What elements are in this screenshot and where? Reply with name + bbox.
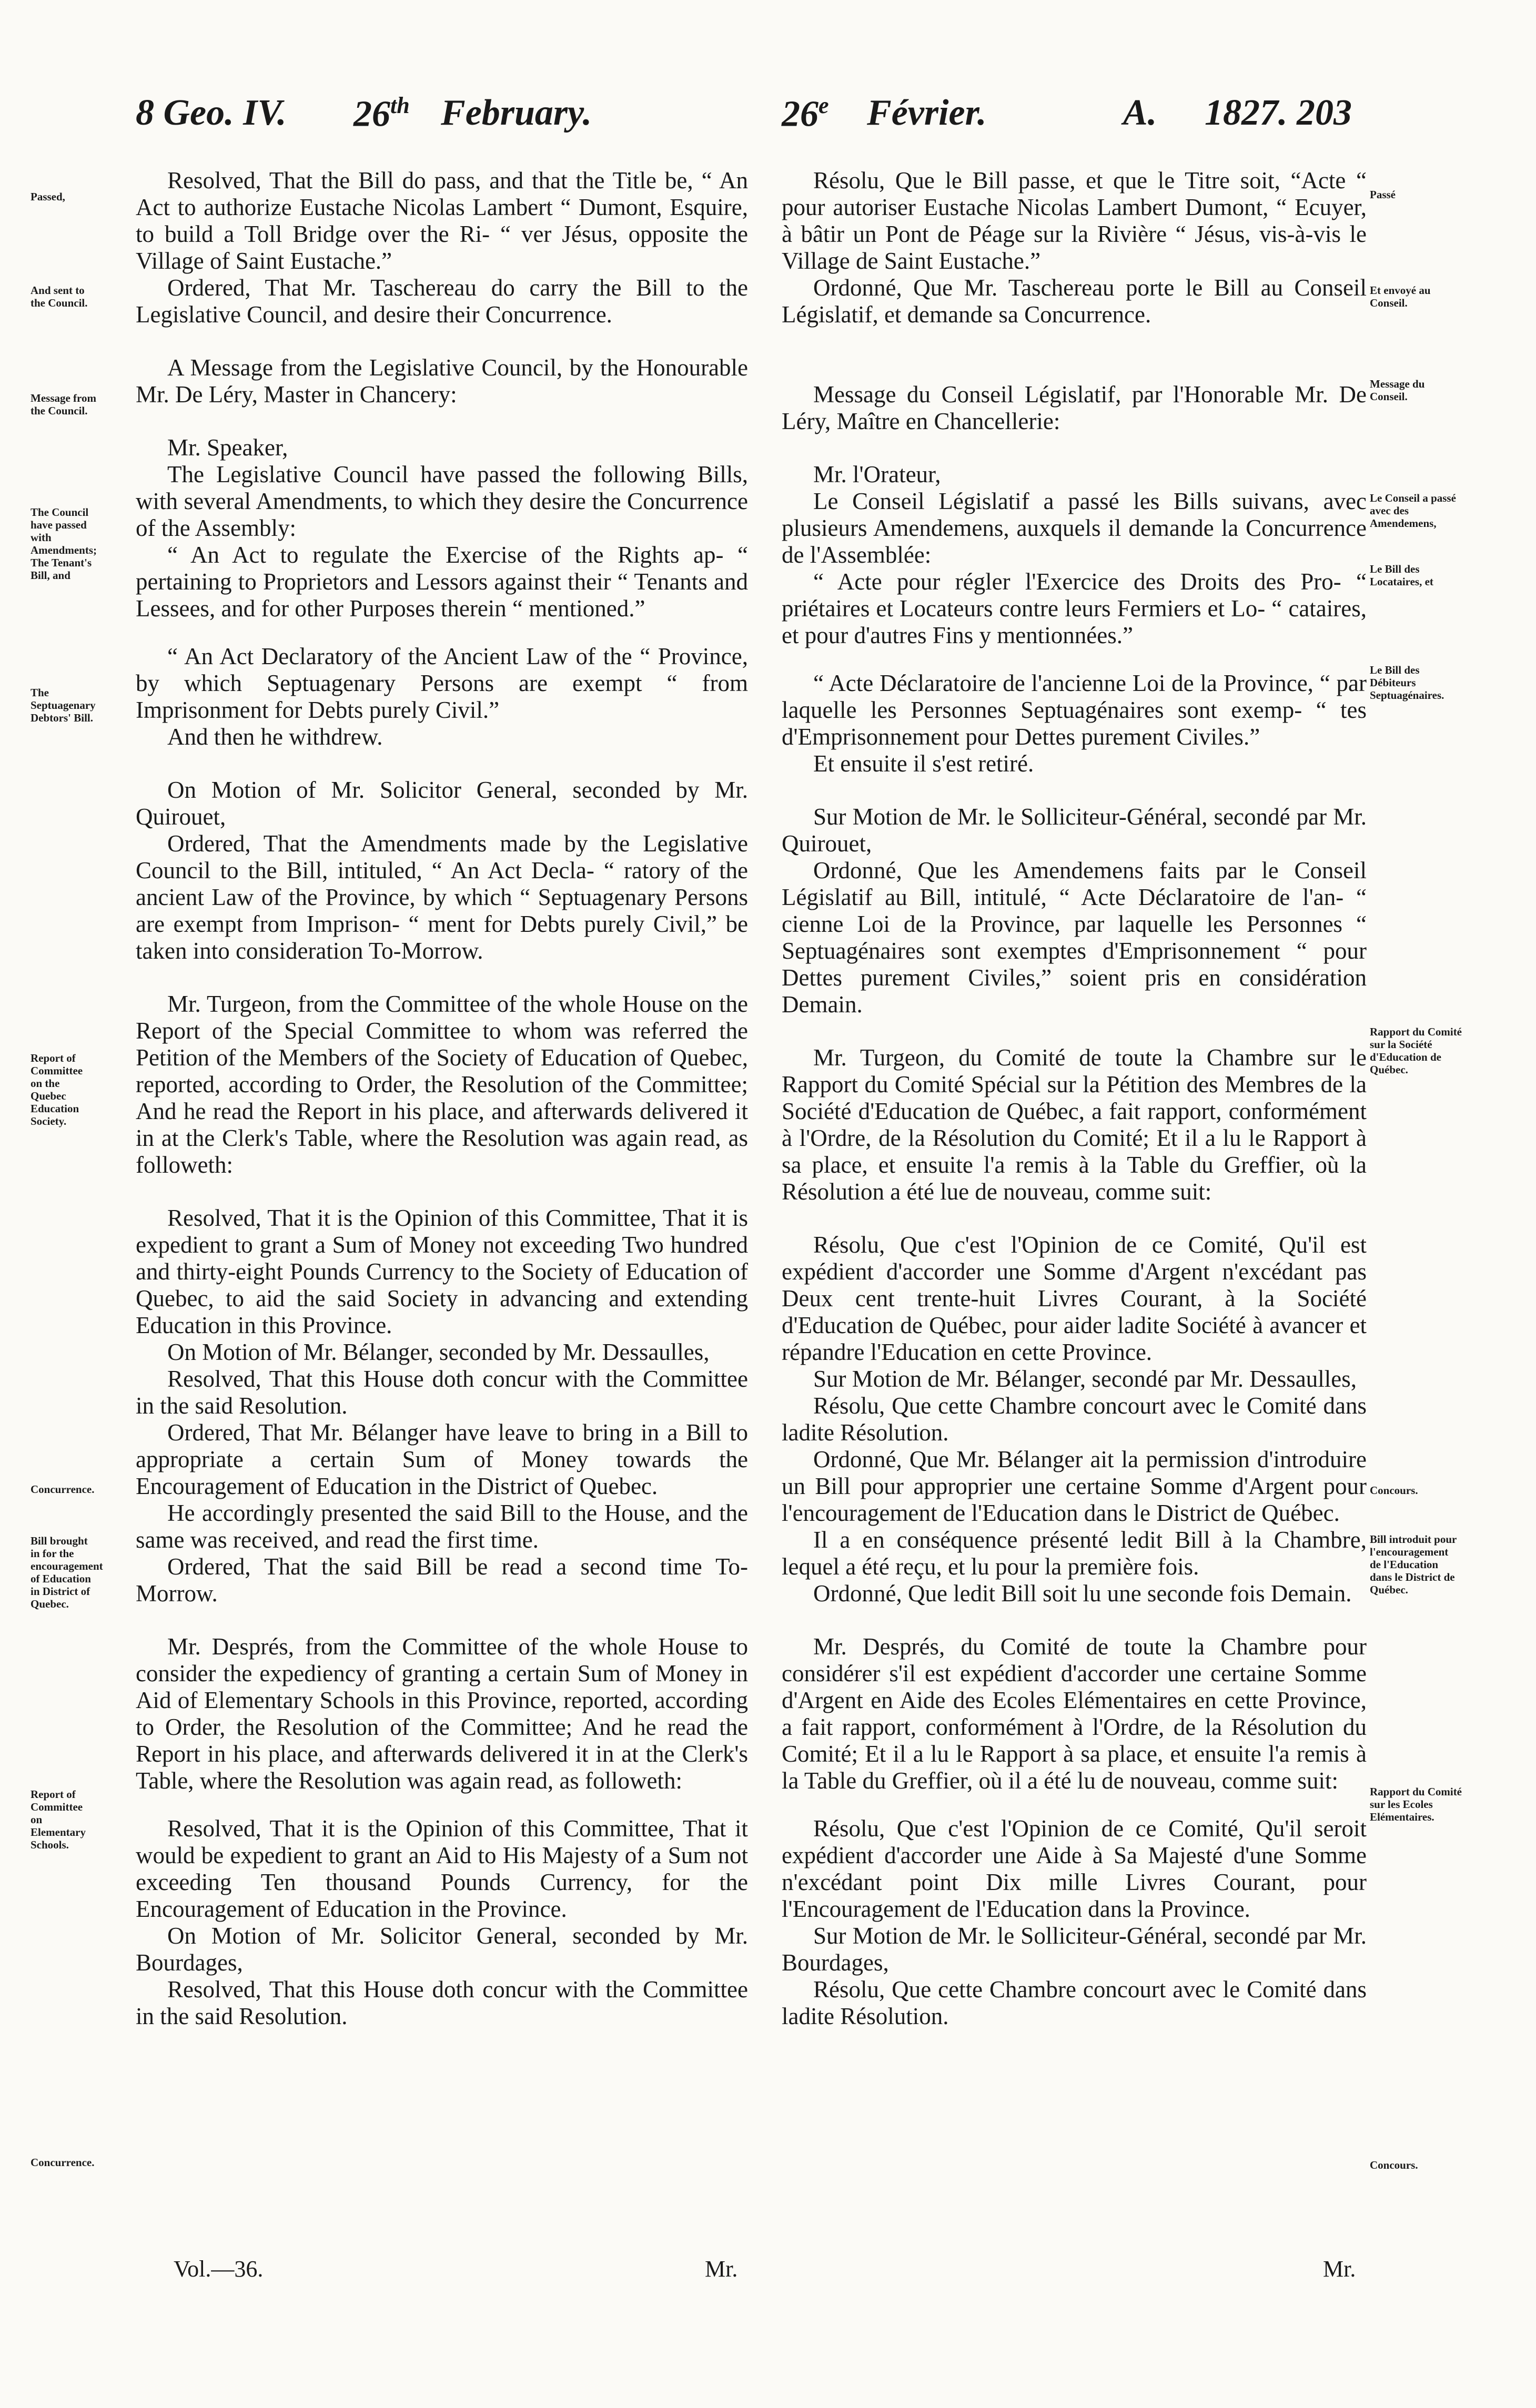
en-p7: “ An Act Declaratory of the Ancient Law of the “ Province, by which Septuagenary Persons are exempt “ from Imprisonment for Debts purely Civil.” — [136, 643, 748, 723]
header-left-date — [353, 92, 410, 135]
footer-catchword-right: Mr. — [1323, 2256, 1356, 2282]
en-p11: Mr. Turgeon, from the Committee of the whole House on the Report of the Special Committee to whom was referred the Petition of the Members of the Society of Education of Quebec, reported, according to Order, the Resolution of the Committee; And he read the Report in his place, and afterwards delivered it in at the Clerk's Table, where the Resolution was again read, as followeth: — [136, 991, 748, 1178]
fr-p8: Et ensuite il s'est retiré. — [813, 750, 1034, 777]
fr-p13: Sur Motion de Mr. Bélanger, secondé par Mr. Dessaulles, — [813, 1366, 1357, 1392]
en-p1: Resolved, That the Bill do pass, and that the Title be, “ An Act to authorize Eustache Nicolas Lambert “ Dumont, Esquire, to build a Toll Bridge over the Ri- “ ver Jésus, opposite the Village of Saint Eustache.” — [136, 167, 748, 274]
header-left-day-suffix: th — [390, 93, 410, 118]
margin-right-conseil-amendemens: Le Conseil a passé avec des Amendemens, — [1370, 492, 1456, 530]
margin-left-bill-brought-in: Bill brought in for the encouragement of Education in District of Quebec. — [31, 1535, 103, 1610]
en-p8: And then he withdrew. — [167, 724, 383, 750]
fr-p12: Résolu, Que c'est l'Opinion de ce Comité, Qu'il est expédient d'accorder une Somme d'Argent n'excédant pas Deux cent trente-huit Livres Courant, à la Société d'Education de Québec, pour aider ladite Société à avancer et répandre l'Education en cette Province. — [782, 1232, 1367, 1365]
margin-right-bill-debiteurs: Le Bill des Débiteurs Septuagénaires. — [1370, 664, 1444, 702]
fr-p17: Ordonné, Que ledit Bill soit lu une seconde fois Demain. — [813, 1580, 1352, 1607]
margin-left-report-elementary-schools: Report of Committee on Elementary Schools. — [31, 1788, 86, 1851]
en-p16: He accordingly presented the said Bill to the House, and the same was received, and read the first time. — [136, 1500, 748, 1553]
header-left-day: 26 — [353, 94, 390, 135]
fr-p6: “ Acte pour régler l'Exercice des Droits des Pro- “ priétaires et Locateurs contre leurs Fermiers et Lo- “ cataires, et pour d'autres Fins y mentionnées.” — [782, 568, 1367, 648]
margin-right-bill-locataires: Le Bill des Locataires, et — [1370, 563, 1433, 588]
en-p12: Resolved, That it is the Opinion of this Committee, That it is expedient to grant a Sum of Money not exceeding Two hundred and thirty-eight Pounds Currency to the Society of Education of Quebec, to aid the said Society in advancing and extending Education in this Province. — [136, 1205, 748, 1338]
en-p2: Ordered, That Mr. Taschereau do carry the Bill to the Legislative Council, and desire their Concurrence. — [136, 275, 748, 328]
margin-right-passe: Passé — [1370, 188, 1396, 201]
header-right-day: 26 — [782, 94, 818, 135]
fr-p20: Sur Motion de Mr. le Solliciteur-Général, secondé par Mr. Bourdages, — [782, 1923, 1367, 1976]
en-p21: Resolved, That this House doth concur with the Committee in the said Resolution. — [136, 1976, 748, 2029]
margin-left-report-education-society: Report of Committee on the Quebec Education Society. — [31, 1052, 83, 1127]
fr-p2: Ordonné, Que Mr. Taschereau porte le Bill au Conseil Législatif, et demande sa Concurrence. — [782, 275, 1367, 328]
en-p9: On Motion of Mr. Solicitor General, seconded by Mr. Quirouet, — [136, 777, 748, 830]
header-right-day-suffix: e — [818, 93, 829, 118]
fr-p18: Mr. Després, du Comité de toute la Chambre pour considérer s'il est expédient d'accorder une certaine Somme d'Argent en Aide des Ecoles Elémentaires en cette Province, a fait rapport, conformément à l'Ordre, de la Résolution du Comité; Et il a lu le Rapport à sa place, et ensuite l'a remis à la Table du Greffier, où il a été lu de nouveau, comme suit: — [782, 1633, 1367, 1794]
margin-left-council-amendments: The Council have passed with Amendments; The Tenant's Bill, and — [31, 506, 97, 582]
margin-right-envoye: Et envoyé au Conseil. — [1370, 284, 1431, 309]
margin-left-concurrence-1: Concurrence. — [31, 1483, 95, 1496]
fr-p7: “ Acte Déclaratoire de l'ancienne Loi de la Province, “ par laquelle les Personnes Septuagénaires sont exemp- “ tes d'Emprisonnement pour Dettes purement Civiles.” — [782, 670, 1367, 750]
margin-right-rapport-societe: Rapport du Comité sur la Société d'Education de Québec. — [1370, 1025, 1462, 1076]
margin-left-message: Message from the Council. — [31, 392, 96, 417]
fr-p19: Résolu, Que c'est l'Opinion de ce Comité, Qu'il seroit expédient d'accorder une Aide à Sa Majesté d'une Somme n'excédant point Dix mille Livres Courant, pour l'Encouragement de l'Education dans la Province. — [782, 1815, 1367, 1922]
margin-left-concurrence-2: Concurrence. — [31, 2156, 95, 2169]
header-right-date — [782, 92, 829, 135]
margin-right-rapport-ecoles: Rapport du Comité sur les Ecoles Elémentaires. — [1370, 1785, 1462, 1823]
footer-catchword-left: Mr. — [705, 2256, 738, 2282]
en-p18: Mr. Després, from the Committee of the whole House to consider the expediency of granting a certain Sum of Money in Aid of Elementary Schools in this Province, reported, according to Order, the Resolution of the Committee; And he read the Report in his place, and afterwards delivered it in at the Clerk's Table, where the Resolution was again read, as followeth: — [136, 1633, 748, 1794]
margin-right-concours-1: Concours. — [1370, 1484, 1418, 1497]
margin-right-bill-introduit: Bill introduit pour l'encouragement de l'Education dans le District de Québec. — [1370, 1533, 1457, 1596]
header-left-month: February. — [441, 93, 592, 133]
en-p15: Ordered, That Mr. Bélanger have leave to bring in a Bill to appropriate a certain Sum of Money towards the Encouragement of Education in the District of Quebec. — [136, 1419, 748, 1499]
en-p6: “ An Act to regulate the Exercise of the Rights ap- “ pertaining to Proprietors and Lessors against their “ Tenants and Lessees, and for other Purposes therein “ mentioned.” — [136, 542, 748, 622]
fr-p4: Mr. l'Orateur, — [813, 461, 941, 487]
fr-p1: Résolu, Que le Bill passe, et que le Titre soit, “Acte “ pour autoriser Eustache Nicolas Lambert Dumont, “ Ecuyer, à bâtir un Pont de Péage sur la Rivière “ Jésus, vis-à-vis le Village de Saint Eustache.” — [782, 167, 1367, 274]
footer-volume: Vol.—36. — [174, 2256, 264, 2282]
en-p5: The Legislative Council have passed the following Bills, with several Amendments, to which they desire the Concurrence of the Assembly: — [136, 461, 748, 541]
header-right-year: 1827. — [1205, 93, 1288, 133]
margin-left-sent-to-council: And sent to the Council. — [31, 284, 88, 309]
fr-p16: Il a en conséquence présenté ledit Bill à la Chambre, lequel a été reçu, et lu pour la première fois. — [782, 1527, 1367, 1580]
fr-p14: Résolu, Que cette Chambre concourt avec le Comité dans ladite Résolution. — [782, 1393, 1367, 1446]
margin-right-message: Message du Conseil. — [1370, 378, 1425, 403]
en-p19: Resolved, That it is the Opinion of this Committee, That it would be expedient to grant an Aid to His Majesty of a Sum not exceeding Ten thousand Pounds Currency, for the Encouragement of Education in the Province. — [136, 1815, 748, 1922]
en-p13: On Motion of Mr. Bélanger, seconded by Mr. Dessaulles, — [167, 1339, 710, 1365]
en-p10: Ordered, That the Amendments made by the Legislative Council to the Bill, intituled, “ An Act Decla- “ ratory of the ancient Law of the Province, by which “ Septuagenary Persons are exempt from Imprison- “ ment for Debts purely Civil,” be taken into consideration To-Morrow. — [136, 830, 748, 964]
fr-p3: Message du Conseil Législatif, par l'Honorable Mr. De Léry, Maître en Chancellerie: — [782, 381, 1367, 434]
fr-p15: Ordonné, Que Mr. Bélanger ait la permission d'introduire un Bill pour approprier une certaine Somme d'Argent pour l'encouragement de l'Education dans le District de Québec. — [782, 1446, 1367, 1526]
header-right-month: Février. — [867, 93, 987, 133]
en-p4: Mr. Speaker, — [167, 434, 288, 461]
fr-p11: Mr. Turgeon, du Comité de toute la Chambre sur le Rapport du Comité Spécial sur la Pétition des Membres de la Société d'Education de Québec, a fait rapport, conformément à l'Ordre, de la Résolution du Comité; Et il a lu le Rapport à sa place, et ensuite l'a remis à la Table du Greffier, où la Résolution a été lue de nouveau, comme suit: — [782, 1044, 1367, 1205]
fr-p5: Le Conseil Législatif a passé les Bills suivans, avec plusieurs Amendemens, auxquels il demande la Concurrence de l'Assemblée: — [782, 488, 1367, 568]
english-column — [136, 167, 748, 2030]
fr-p9: Sur Motion de Mr. le Solliciteur-Général, secondé par Mr. Quirouet, — [782, 804, 1367, 857]
margin-left-passed: Passed, — [31, 190, 65, 203]
header-left-year: 8 Geo. IV. — [136, 93, 287, 133]
margin-right-concours-2: Concours. — [1370, 2159, 1418, 2171]
margin-left-septuagenary: The Septuagenary Debtors' Bill. — [31, 686, 96, 724]
fr-p21: Résolu, Que cette Chambre concourt avec le Comité dans ladite Résolution. — [782, 1976, 1367, 2029]
en-p17: Ordered, That the said Bill be read a second time To-Morrow. — [136, 1553, 748, 1607]
en-p3: A Message from the Legislative Council, by the Honourable Mr. De Léry, Master in Chancery: — [136, 354, 748, 408]
page-number: 203 — [1297, 93, 1352, 133]
en-p20: On Motion of Mr. Solicitor General, seconded by Mr. Bourdages, — [136, 1923, 748, 1976]
header-right-era: A. — [1123, 93, 1157, 133]
en-p14: Resolved, That this House doth concur with the Committee in the said Resolution. — [136, 1366, 748, 1419]
fr-p10: Ordonné, Que les Amendemens faits par le Conseil Législatif au Bill, intitulé, “ Acte Déclaratoire de l'an- “ cienne Loi de la Province, par laquelle les Personnes “ Septuagénaires sont exemptes d'Emprisonnement “ pour Dettes purement Civiles,” soient pris en considération Demain. — [782, 857, 1367, 1018]
french-column — [782, 167, 1367, 2030]
